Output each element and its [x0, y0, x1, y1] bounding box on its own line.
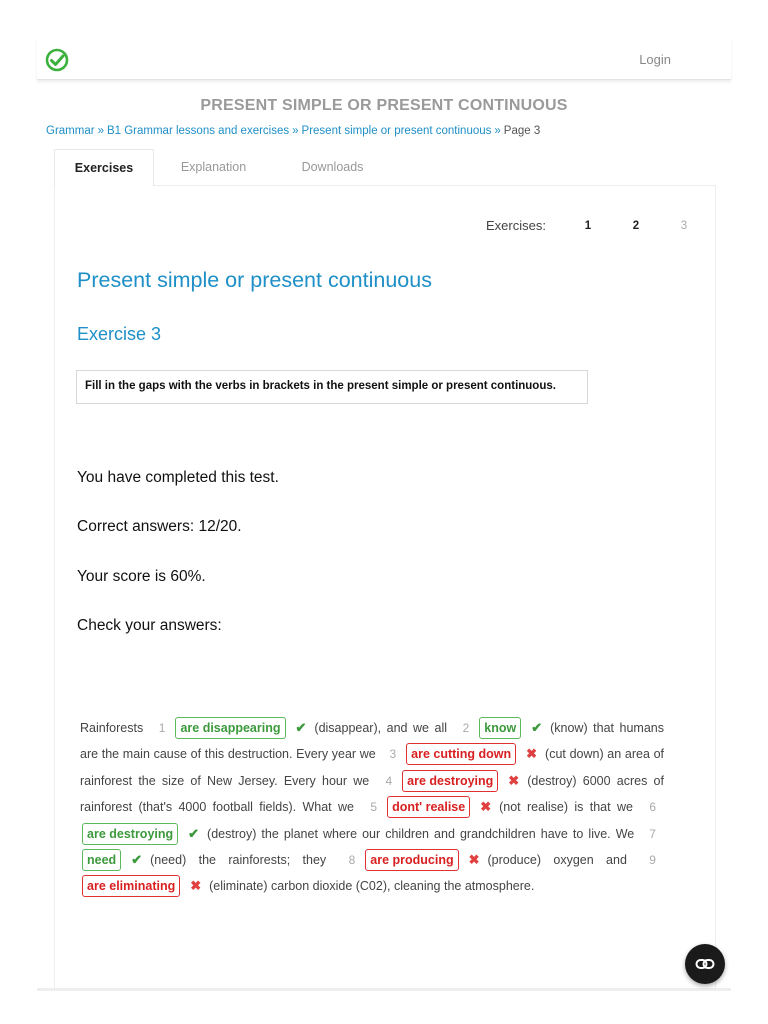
instructions-box: Fill in the gaps with the verbs in brackets in the present simple or present continuous.	[76, 370, 588, 404]
breadcrumb	[46, 125, 540, 137]
exercise-subheading: Exercise 3	[77, 324, 162, 344]
answer-correct: are destroying	[82, 823, 178, 845]
completed-message: You have completed this test.	[77, 469, 279, 486]
passage-text: (need) the rainforests; they	[150, 853, 327, 868]
answer-incorrect: are producing	[365, 849, 458, 871]
page-title: PRESENT SIMPLE OR PRESENT CONTINUOUS	[200, 97, 568, 114]
green-check-circle-icon[interactable]	[45, 48, 69, 72]
score-text: Your score is 60%.	[77, 568, 206, 585]
exercise-page-3: 3	[680, 219, 688, 232]
passage-text: (know) that humans are the main cause of this destruction. Every year we	[80, 721, 664, 762]
login-link[interactable]: Login	[639, 52, 671, 67]
breadcrumb-separator: »	[494, 125, 501, 137]
passage-text: (cut down) an area of rainforest the size of New Jersey. Every hour we	[80, 747, 664, 788]
breadcrumb-current: Page 3	[503, 125, 541, 137]
passage-text: (destroy) 6000 acres of rainforest (that's 4000 football fields). What we	[80, 773, 664, 815]
exercise-passage	[80, 715, 664, 900]
correct-answers: Correct answers: 12/20.	[77, 518, 242, 535]
cross-icon: ✖	[468, 852, 480, 868]
breadcrumb-b1-grammar[interactable]: B1 Grammar lessons and exercises	[106, 125, 290, 137]
breadcrumb-separator: »	[292, 125, 299, 137]
tab-explanation[interactable]: Explanation	[180, 160, 247, 174]
breadcrumb-separator: »	[97, 125, 104, 137]
gap-number: 1	[158, 721, 166, 735]
answer-correct: know	[479, 717, 521, 739]
passage-text: (destroy) the planet where our children and grandchildren have to live. We	[207, 826, 635, 841]
cross-icon: ✖	[508, 772, 520, 788]
check-icon: ✔	[295, 720, 307, 735]
answer-correct: are disappearing	[175, 717, 285, 739]
answer-incorrect: dont' realise	[387, 796, 470, 818]
check-icon: ✔	[531, 720, 543, 735]
tab-downloads[interactable]: Downloads	[301, 160, 364, 174]
exercise-pagination-label: Exercises:	[486, 218, 546, 233]
passage-text: (eliminate) carbon dioxide (C02), cleaning the atmosphere.	[209, 879, 535, 894]
passage-text: (produce) oxygen and	[487, 853, 627, 868]
site-header	[37, 38, 731, 80]
answer-incorrect: are destroying	[402, 770, 498, 792]
answer-incorrect: are eliminating	[82, 875, 180, 897]
gap-number: 9	[649, 853, 656, 868]
passage-text: Rainforests	[80, 721, 144, 735]
cross-icon: ✖	[480, 799, 492, 815]
gap-number: 6	[649, 800, 656, 815]
tab-exercises[interactable]: Exercises	[54, 149, 154, 186]
gap-number: 8	[348, 853, 356, 868]
exercise-page-1[interactable]: 1	[584, 219, 592, 232]
cross-icon: ✖	[190, 878, 202, 894]
exercise-pagination	[486, 218, 708, 233]
passage-text: (disappear), and we all	[314, 721, 448, 735]
check-icon: ✔	[188, 825, 200, 841]
passage-text: (not realise) is that we	[499, 800, 633, 815]
footer-divider	[37, 988, 731, 991]
share-button[interactable]	[685, 944, 725, 984]
link-icon	[695, 956, 715, 972]
breadcrumb-grammar[interactable]: Grammar	[46, 125, 95, 137]
gap-number: 4	[385, 773, 393, 788]
answer-incorrect: are cutting down	[406, 743, 516, 765]
check-icon: ✔	[131, 852, 143, 868]
gap-number: 2	[462, 721, 470, 735]
gap-number: 7	[649, 826, 656, 841]
exercise-heading: Present simple or present continuous	[77, 268, 432, 292]
breadcrumb-present-simple[interactable]: Present simple or present continuous	[301, 125, 492, 137]
exercise-page-2[interactable]: 2	[632, 219, 640, 232]
answer-correct: need	[82, 849, 121, 871]
tab-bar	[54, 149, 392, 186]
gap-number: 5	[370, 800, 378, 815]
gap-number: 3	[389, 747, 397, 762]
check-answers-heading: Check your answers:	[77, 617, 222, 634]
cross-icon: ✖	[526, 746, 538, 762]
